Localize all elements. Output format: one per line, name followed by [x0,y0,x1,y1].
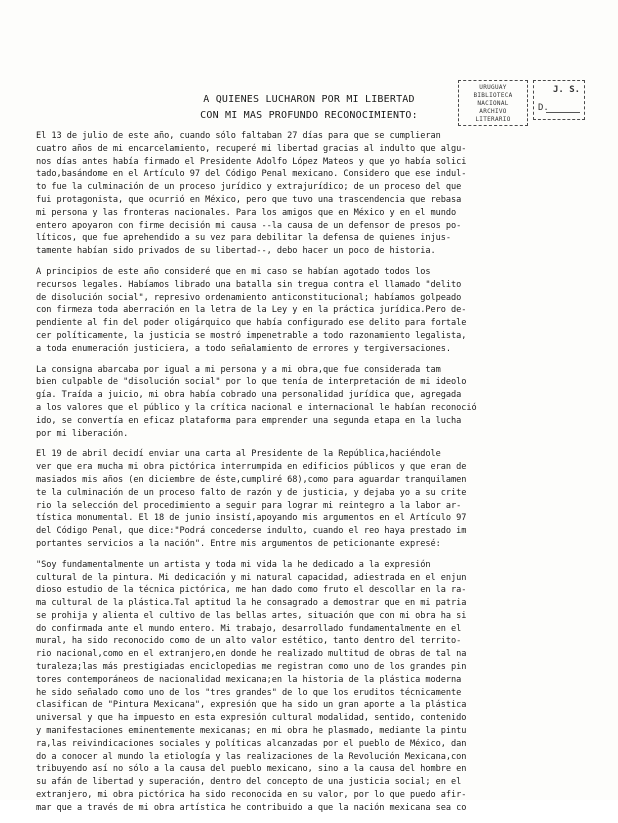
title-line-1: A QUIENES LUCHARON POR MI LIBERTAD [203,94,415,105]
stamp-initials: J. S. [553,85,581,95]
text-line: tística monumental. El 18 de junio insistí,apoyando mis argumentos en el Artículo 97 [36,513,467,524]
text-line: turaleza;las más prestigiadas enciclopedias me registran como uno de los grandes pin [36,662,467,673]
text-line: de disolución social", represivo ordenamiento anticonstitucional; habíamos golpeado [36,292,462,303]
stamp-line-5: LITERARIO [475,116,511,123]
stamp-line-4: ARCHIVO [479,108,507,115]
text-line: gía. Traída a juicio, mi obra había cobrado una personalidad jurídica que, agregada [36,390,462,401]
text-line: mar que a través de mi obra artística he contribuido a que la nación mexicana sea co [36,802,467,813]
paragraph [36,266,602,356]
text-line: "Soy fundamentalmente un artista y toda mi vida la he dedicado a la expresión [36,559,431,570]
text-line: clasifican de "Pintura Mexicana", expresión que ha sido un gran aporte a la plástica [36,700,467,711]
text-line: extranjero, mi obra pictórica ha sido reconocida en su valor, por lo que puedo afir- [36,790,467,801]
text-line: te la culminación de un proceso falto de razón y de justicia, y dejaba yo a su crite [36,487,467,498]
text-line: A principios de este año consideré que en mi caso se habían agotado todos los [36,266,431,277]
text-line: mi persona y las fronteras nacionales. Para los amigos que en México y en el mundo [36,207,457,218]
text-line: rio nacional,como en el extranjero,en donde he realizado multitud de obras de tal na [36,649,467,660]
text-line: tribuyendo así no sólo a la causa del pueblo mexicano, sino a la causa del hombre en [36,764,467,775]
document-body [36,130,602,823]
text-line: tores contemporáneos de nacionalidad mexicana;en la historia de la plástica moderna [36,674,462,685]
text-line: portantes servicios a la nación". Entre mis argumentos de peticionante expresé: [36,538,441,549]
text-line: universal y que ha impuesto en esta expresión cultural modalidad, sentido, contenido [36,713,467,724]
paragraph [36,130,602,258]
text-line: con firmeza toda aberración en la letra de la Ley y en la práctica jurídica.Pero de- [36,305,467,316]
text-line: y manifestaciones eminentemente mexicanas; en mi obra he plasmado, mediante la pintu [36,726,467,737]
text-line: masiados mis años (en diciembre de éste,cumpliré 68),como para aguardar tranquilamen [36,474,467,485]
text-line: su afán de libertad y superación, dentro del concepto de una justicia social; en el [36,777,462,788]
title-line-2: CON MI MAS PROFUNDO RECONOCIMIENTO: [200,110,418,121]
text-line: tado,basándome en el Artículo 97 del Código Penal mexicano. Considero que ese indul- [36,169,467,180]
text-line: ma cultural de la plástica.Tal aptitud la he consagrado a demostrar que en mi patria [36,598,467,609]
text-line: ra,las reivindicaciones sociales y políticas alcanzadas por el pueblo de México, dan [36,738,467,749]
paragraph [36,364,602,441]
text-line: recursos legales. Habíamos librado una batalla sin tregua contra el llamado "delito [36,279,462,290]
text-line: tamente habían sido privados de su libertad--, debo hacer un poco de historia. [36,246,436,257]
text-line: líticos, que fue aprehendido a su vez para debilitar la defensa de quienes injus- [36,233,452,244]
text-line: El 13 de julio de este año, cuando sólo faltaban 27 días para que se cumplieran [36,131,441,141]
text-line: La consigna abarcaba por igual a mi persona y a mi obra,que fue considerada tam [36,364,441,375]
text-line: dioso estudio de la técnica pictórica, me han dado como fruto el descollar en la ra- [36,585,467,596]
paragraph [36,559,602,815]
text-line: ido, se convertía en eficaz plataforma para emprender una segunda etapa en la lucha [36,415,462,426]
text-line: entero apoyaron con firme decisión mi causa --la causa de un defensor de presos po- [36,220,462,231]
text-line: do confirmada ante el mundo entero. Mi trabajo, desarrollado fundamentalmente en el [36,623,462,634]
text-line: fui protagonista, que ocurrió en México, pero que tuvo una trascendencia que rebasa [36,194,462,205]
text-line: pendiente al fin del poder oligárquico que había configurado ese delito para fortale [36,318,467,329]
text-line: cuatro años de mi encarcelamiento, recuperé mi libertad gracias al indulto que algu- [36,143,467,154]
text-line: por mi liberación. [36,428,129,439]
text-line: a toda enumeración justiciera, a todo señalamiento de errores y tergiversaciones. [36,343,452,354]
text-line: rio la selección del procedimiento a seguir para lograr mi reintegro a la labor ar- [36,500,462,511]
text-line: do a conocer al mundo la etiología y las realizaciones de la Revolución Mexicana,con [36,751,467,762]
stamp-d-label: D. [538,103,549,113]
document-title [0,92,618,124]
text-line: he sido señalado como uno de los "tres grandes" de lo que los eruditos técnicamente [36,687,462,698]
stamp-line-3: NACIONAL [477,100,509,107]
text-line: to fue la culminación de un proceso jurídico y extrajurídico; de un proceso del que [36,182,462,193]
text-line: cultural de la pintura. Mi dedicación y mi natural capacidad, adiestrada en el enjun [36,572,467,583]
text-line: a los valores que el público y la crítica nacional e internacional le habían reconoció [36,402,477,413]
text-line: El 19 de abril decidí enviar una carta al Presidente de la República,haciéndole [36,449,441,460]
text-line: cer políticamente, la justicia se mostró impenetrable a todo razonamiento legalista, [36,330,467,341]
text-line: mural, ha sido reconocido como de un alto valor estético, tanto dentro del territo- [36,636,462,647]
stamp-line-2: BIBLIOTECA [473,92,513,99]
text-line: del Código Penal, que dice:"Podrá concederse indulto, cuando el reo haya prestado im [36,526,467,537]
paragraph [36,448,602,550]
text-line: bien culpable de "disolución social" por lo que tenía de interpretación de mi ideolo [36,377,467,388]
text-line: ver que era mucha mi obra pictórica interrumpida en edificios públicos y que eran de [36,462,467,473]
stamp-line-1: URUGUAY [479,84,507,91]
text-line: se prohija y alienta el cultivo de las bellas artes, situación que con mi obra ha si [36,610,467,621]
text-line: nos días antes había firmado el Presidente Adolfo López Mateos y que yo había solici [36,156,467,167]
